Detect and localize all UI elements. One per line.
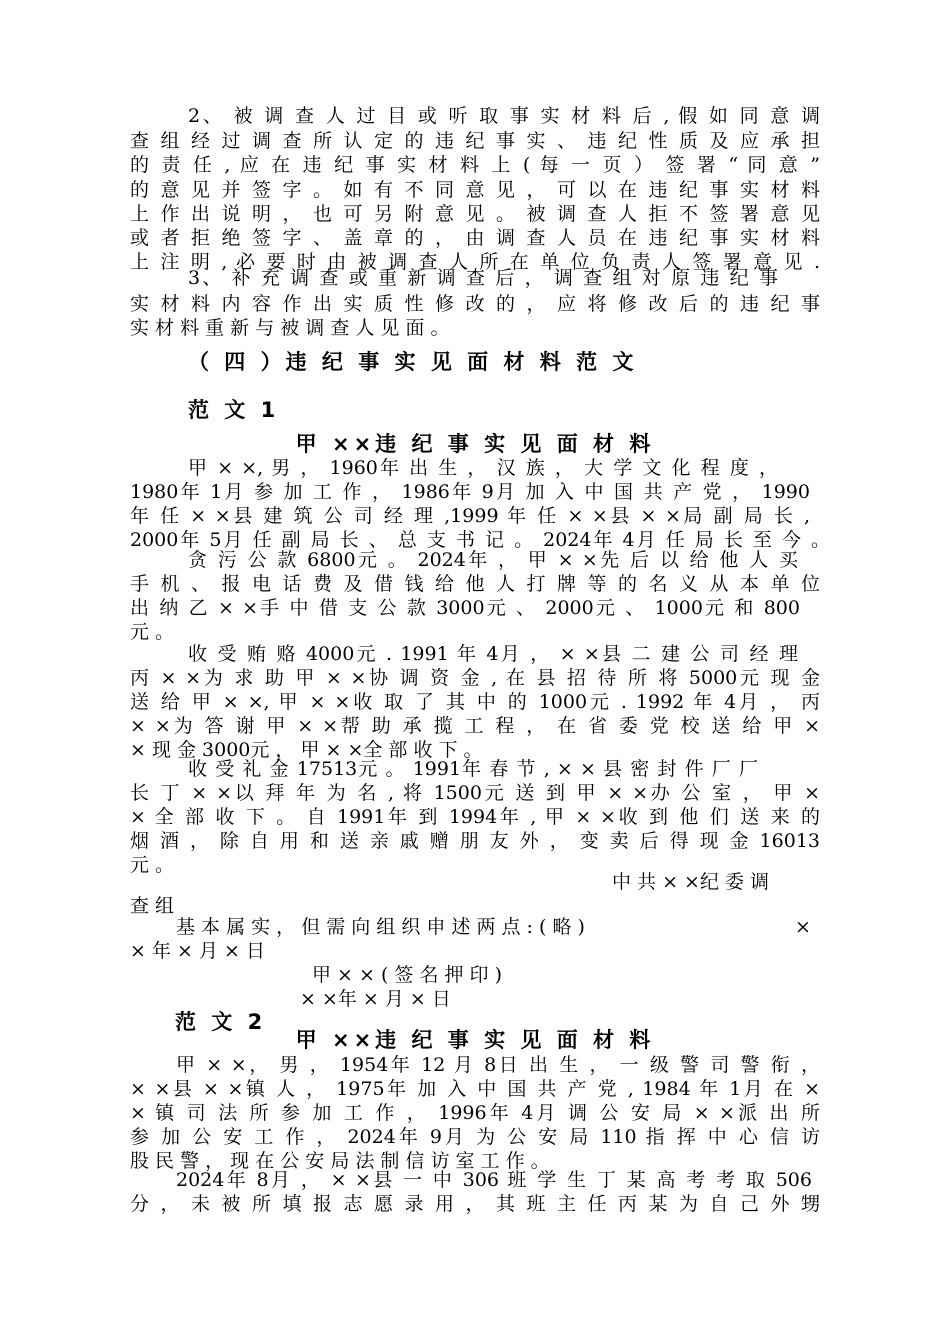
body-line: 2024年 8月 ， × ×县 一 中 306 班 学 生 丁 某 高 考 考 取 506: [176, 1169, 812, 1191]
body-line: 丙 × ×为 求 助 甲 × ×协 调 资 金 , 在 县 招 待 所 将 5000元 现 金: [130, 667, 820, 689]
body-line: × ×为 答 谢 甲 × ×帮 助 承 揽 工 程 ， 在 省 委 党 校 送 给 甲 ×: [130, 715, 820, 737]
body-line: 长 丁 × ×以 拜 年 为 名 , 将 1500元 送 到 甲 × ×办 公 室 ， 甲 ×: [130, 782, 820, 804]
body-line: 元 。: [130, 621, 175, 643]
body-line: 手 机 、 报 电 话 费 及 借 钱 给 他 人 打 牌 等 的 名 义 从 本 单 位: [130, 573, 820, 595]
body-line: 甲 × ×， 男 ， 1954年 12 月 8日 出 生 ， 一 级 警 司 警 衔 ，: [176, 1054, 820, 1076]
signer-line: 中 共 × ×纪 委 调: [612, 871, 770, 893]
body-line: 出 纳 乙 × ×手 中 借 支 公 款 3000元 、 2000元 、 1000元 和 800: [130, 597, 800, 619]
body-line: 甲 × ×, 男 ， 1960年 出 生 ， 汉 族 ， 大 学 文 化 程 度 ，: [188, 457, 778, 479]
intro-line: 上 注 明 , 必 要 时 由 被 调 查 人 所 在 单 位 负 责 人 签 署 意 见 .: [130, 251, 820, 273]
document-title: 甲 ××违 纪 事 实 见 面 材 料: [295, 1028, 655, 1052]
section-heading: （ 四 ）违 纪 事 实 见 面 材 料 范 文: [188, 350, 638, 374]
intro-line: 上 作 出 说 明 ， 也 可 另 附 意 见 。 被 调 查 人 拒 不 签 署 意 见: [130, 203, 820, 225]
intro-line: 实 材 料 内 容 作 出 实 质 性 修 改 的 ， 应 将 修 改 后 的 违 纪 事: [130, 293, 820, 315]
signer-line: 查 组: [130, 895, 175, 917]
body-line: 收 受 礼 金 17513元 。 1991年 春 节 , × × 县 密 封 件 厂 厂: [188, 758, 758, 780]
reply-line: ×: [795, 916, 811, 938]
signature-line: 甲 × × ( 签 名 押 印 ): [312, 964, 502, 986]
body-line: × ×县 × ×镇 人 ， 1975年 加 入 中 国 共 产 党 , 1984 年 1月 在 ×: [130, 1078, 820, 1100]
body-line: 烟 酒 ， 除 自 用 和 送 亲 戚 赠 朋 友 外 ， 变 卖 后 得 现 金 16013: [130, 830, 820, 852]
signature-date: × ×年 × 月 × 日: [300, 988, 451, 1010]
reply-line: 基 本 属 实 ， 但 需 向 组 织 申 述 两 点 : ( 略 ): [176, 916, 585, 938]
body-line: 1980年 1月 参 加 工 作 ， 1986年 9月 加 入 中 国 共 产 党 ， 1990: [130, 481, 810, 503]
body-line: 参 加 公 安 工 作 ， 2024年 9月 为 公 安 局 110 指 挥 中 心 信 访: [130, 1126, 820, 1148]
body-line: 年 任 × ×县 建 筑 公 司 经 理 ,1999 年 任 × ×县 × ×局 副 局 长 ,: [130, 505, 810, 527]
intro-line: 查 组 经 过 调 查 所 认 定 的 违 纪 事 实 、 违 纪 性 质 及 应 承 担: [130, 130, 820, 152]
body-line: 元 。: [130, 854, 175, 876]
body-line: 2000年 5月 任 副 局 长 、 总 支 书 记 。 2024年 4月 任 局 长 至 今 。: [130, 529, 830, 551]
intro-line: 3、 补 充 调 查 或 重 新 调 查 后 ， 调 查 组 对 原 违 纪 事: [188, 267, 778, 289]
body-line: 收 受 贿 赂 4000元 . 1991 年 4月 ， × ×县 二 建 公 司 经 理: [188, 643, 798, 665]
intro-line: 实 材 料 重 新 与 被 调 查 人 见 面 。: [130, 317, 450, 339]
body-line: 送 给 甲 × ×, 甲 × ×收 取 了 其 中 的 1000元 . 1992 年 4月 ， 丙: [130, 691, 820, 713]
document-title: 甲 ××违 纪 事 实 见 面 材 料: [295, 432, 655, 456]
intro-line: 的 意 见 并 签 字 。 如 有 不 同 意 见 ， 可 以 在 违 纪 事 实 材 料: [130, 179, 820, 201]
intro-line: 或 者 拒 绝 签 字 、 盖 章 的 ， 由 调 查 人 员 在 违 纪 事 实 材 料: [130, 227, 820, 249]
intro-line: 的 责 任 , 应 在 违 纪 事 实 材 料 上 ( 每 一 页 ） 签 署 “ 同 意 ”: [130, 154, 820, 176]
body-line: 股 民 警 ， 现 在 公 安 局 法 制 信 访 室 工 作 。: [130, 1150, 550, 1172]
sample-label: 范 文 1: [188, 398, 280, 422]
reply-line: × 年 × 月 × 日: [130, 940, 265, 962]
body-line: 贪 污 公 款 6800元 。 2024年 ， 甲 × ×先 后 以 给 他 人 买: [188, 549, 798, 571]
body-line: × 全 部 收 下 。 自 1991年 到 1994年 , 甲 × ×收 到 他 们 送 来 的: [130, 806, 820, 828]
intro-line: 2、 被 调 查 人 过 目 或 听 取 事 实 材 料 后 , 假 如 同 意 调: [188, 105, 820, 127]
sample-label: 范 文 2: [175, 1010, 267, 1034]
body-line: 分 ， 未 被 所 填 报 志 愿 录 用 ， 其 班 主 任 丙 某 为 自 己 外 甥: [130, 1193, 820, 1215]
body-line: × 镇 司 法 所 参 加 工 作 ， 1996年 4月 调 公 安 局 × ×派 出 所: [130, 1102, 820, 1124]
body-line: × 现 金 3000元 ， 甲 × ×全 部 收 下 。: [130, 739, 483, 761]
